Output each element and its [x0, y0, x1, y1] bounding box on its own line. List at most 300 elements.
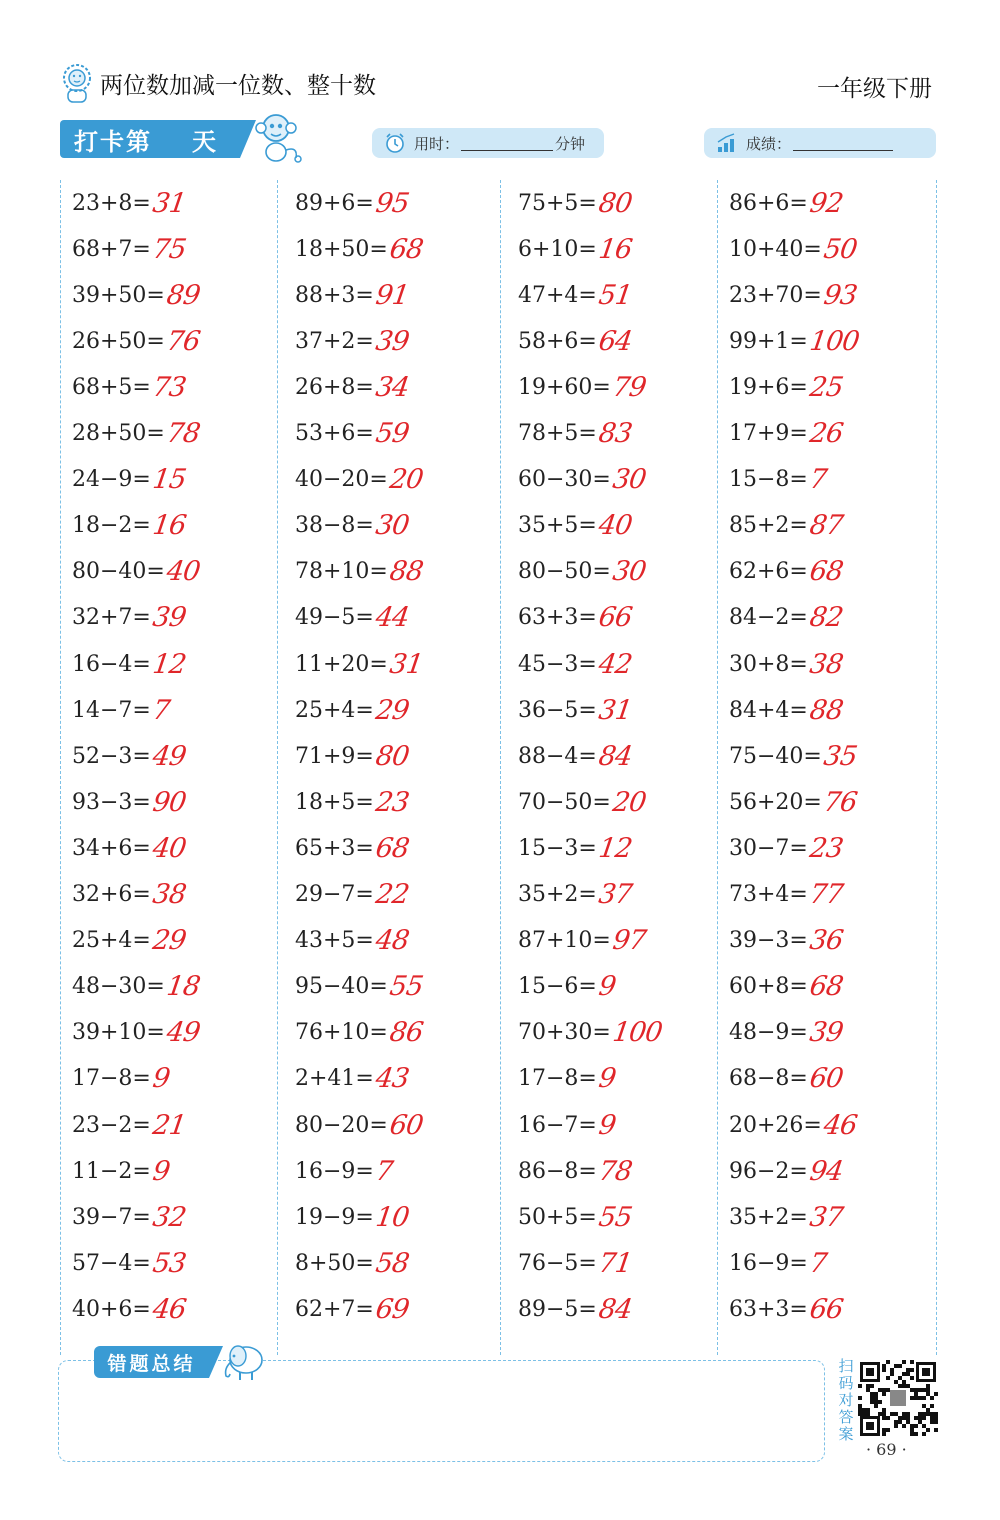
- handwritten-answer[interactable]: 93: [821, 279, 859, 311]
- handwritten-answer[interactable]: 60: [387, 1109, 425, 1141]
- handwritten-answer[interactable]: 76: [821, 786, 859, 818]
- handwritten-answer[interactable]: 37: [596, 879, 634, 910]
- page-number: · 69 ·: [866, 1440, 907, 1459]
- handwritten-answer[interactable]: 53: [150, 1247, 188, 1279]
- handwritten-answer[interactable]: 40: [596, 510, 634, 542]
- handwritten-answer[interactable]: 10: [373, 1201, 411, 1233]
- exercise-row: [518, 779, 648, 825]
- exercise-question: 15−8=: [729, 467, 808, 493]
- handwritten-answer[interactable]: 9: [150, 1063, 172, 1095]
- exercise-question: 15−3=: [518, 835, 597, 861]
- handwritten-answer[interactable]: 23: [373, 786, 411, 818]
- monkey-mascot-icon: [252, 110, 304, 166]
- exercise-question: 84+4=: [729, 697, 808, 723]
- exercise-question: 80−40=: [72, 559, 165, 585]
- exercise-row: [729, 1194, 845, 1240]
- exercise-question: 68+7=: [72, 236, 151, 262]
- exercise-row: [729, 872, 845, 918]
- handwritten-answer[interactable]: 42: [596, 648, 634, 680]
- handwritten-answer[interactable]: 60: [807, 1063, 845, 1095]
- time-label: 用时：: [414, 134, 460, 153]
- exercise-row: [729, 964, 845, 1010]
- exercise-question: 48−30=: [72, 974, 165, 1000]
- exercise-row: [518, 595, 634, 641]
- exercise-row: [72, 825, 188, 871]
- exercise-question: 70−50=: [518, 789, 611, 815]
- handwritten-answer[interactable]: 88: [807, 694, 845, 726]
- exercise-question: 35+2=: [729, 1204, 808, 1230]
- mistake-summary-label: 错题总结: [94, 1346, 209, 1378]
- handwritten-answer[interactable]: 78: [164, 418, 202, 449]
- exercise-question: 11+20=: [295, 651, 388, 677]
- exercise-row: [295, 1010, 425, 1056]
- grade-label: 一年级下册: [817, 76, 932, 102]
- exercise-question: 38−8=: [295, 513, 374, 539]
- handwritten-answer[interactable]: 23: [807, 832, 845, 864]
- handwritten-answer[interactable]: 88: [387, 556, 425, 588]
- qr-code-icon[interactable]: [858, 1360, 938, 1438]
- handwritten-answer[interactable]: 9: [596, 971, 618, 1003]
- handwritten-answer[interactable]: 59: [373, 418, 411, 449]
- handwritten-answer[interactable]: 95: [373, 187, 411, 219]
- handwritten-answer[interactable]: 37: [807, 1201, 845, 1233]
- handwritten-answer[interactable]: 84: [596, 1293, 634, 1325]
- handwritten-answer[interactable]: 75: [150, 233, 188, 265]
- exercise-row: [72, 364, 188, 410]
- handwritten-answer[interactable]: 49: [164, 1017, 202, 1049]
- exercise-row: [295, 226, 425, 272]
- handwritten-answer[interactable]: 83: [596, 418, 634, 449]
- exercise-question: 23+70=: [729, 282, 822, 308]
- handwritten-answer[interactable]: 49: [150, 740, 188, 772]
- exercise-row: [729, 226, 859, 272]
- exercise-row: [72, 733, 188, 779]
- exercise-row: [295, 1056, 411, 1102]
- handwritten-answer[interactable]: 9: [596, 1109, 618, 1141]
- exercise-question: 76+10=: [295, 1020, 388, 1046]
- exercise-question: 87+10=: [518, 928, 611, 954]
- handwritten-answer[interactable]: 80: [373, 740, 411, 772]
- exercise-row: [729, 318, 861, 364]
- exercise-row: [72, 272, 202, 318]
- exercise-question: 34+6=: [72, 835, 151, 861]
- handwritten-answer[interactable]: 86: [387, 1017, 425, 1049]
- handwritten-answer[interactable]: 12: [150, 648, 188, 680]
- handwritten-answer[interactable]: 15: [150, 464, 188, 496]
- handwritten-answer[interactable]: 66: [807, 1293, 845, 1325]
- handwritten-answer[interactable]: 68: [807, 556, 845, 588]
- handwritten-answer[interactable]: 39: [807, 1017, 845, 1049]
- handwritten-answer[interactable]: 16: [596, 233, 634, 265]
- exercise-row: [518, 1010, 664, 1056]
- exercise-question: 39+50=: [72, 282, 165, 308]
- exercise-question: 23+8=: [72, 190, 151, 216]
- exercise-question: 78+10=: [295, 559, 388, 585]
- exercise-question: 40−20=: [295, 467, 388, 493]
- handwritten-answer[interactable]: 55: [387, 971, 425, 1003]
- exercise-row: [72, 226, 188, 272]
- exercise-question: 35+2=: [518, 882, 597, 907]
- exercise-question: 95−40=: [295, 974, 388, 1000]
- handwritten-answer[interactable]: 34: [373, 371, 411, 403]
- exercise-question: 16−9=: [295, 1158, 374, 1184]
- exercise-row: [72, 1194, 188, 1240]
- exercise-row: [518, 411, 634, 457]
- exercise-question: 18+5=: [295, 789, 374, 815]
- exercise-row: [729, 1286, 845, 1332]
- score-field[interactable]: [704, 128, 936, 158]
- exercise-question: 56+20=: [729, 789, 822, 815]
- handwritten-answer[interactable]: 36: [807, 925, 845, 957]
- exercise-row: [72, 457, 188, 503]
- exercise-question: 75−40=: [729, 743, 822, 769]
- handwritten-answer[interactable]: 97: [610, 925, 648, 957]
- exercise-row: [729, 595, 845, 641]
- handwritten-answer[interactable]: 30: [610, 556, 648, 588]
- handwritten-answer[interactable]: 68: [387, 233, 425, 265]
- handwritten-answer[interactable]: 35: [821, 740, 859, 772]
- exercise-row: [729, 733, 859, 779]
- exercise-question: 28+50=: [72, 421, 165, 446]
- exercise-question: 68+5=: [72, 374, 151, 400]
- exercise-question: 17−8=: [72, 1066, 151, 1092]
- exercise-question: 2+41=: [295, 1066, 374, 1092]
- exercise-row: [72, 1240, 188, 1286]
- exercise-question: 18−2=: [72, 513, 151, 539]
- exercise-question: 75+5=: [518, 190, 597, 216]
- exercise-row: [518, 549, 648, 595]
- exercise-question: 17+9=: [729, 421, 808, 446]
- exercise-row: [295, 503, 411, 549]
- exercise-row: [72, 1010, 202, 1056]
- exercise-question: 63+3=: [729, 1296, 808, 1322]
- exercise-row: [72, 411, 202, 457]
- handwritten-answer[interactable]: 51: [596, 279, 634, 311]
- exercise-row: [729, 1148, 845, 1194]
- exercise-row: [729, 457, 829, 503]
- exercise-row: [295, 918, 411, 964]
- exercise-row: [518, 226, 634, 272]
- exercise-question: 25+4=: [295, 697, 374, 723]
- handwritten-answer[interactable]: 12: [596, 832, 634, 864]
- handwritten-answer[interactable]: 40: [164, 556, 202, 588]
- exercise-question: 62+6=: [729, 559, 808, 585]
- exercise-row: [729, 411, 845, 457]
- exercise-question: 52−3=: [72, 743, 151, 769]
- exercise-row: [729, 1102, 859, 1148]
- handwritten-answer[interactable]: 29: [150, 925, 188, 957]
- exercise-row: [729, 1010, 845, 1056]
- handwritten-answer[interactable]: 50: [821, 233, 859, 265]
- time-blank[interactable]: [461, 136, 553, 151]
- exercise-question: 40+6=: [72, 1296, 151, 1322]
- exercise-row: [729, 180, 845, 226]
- exercise-question: 35+5=: [518, 513, 597, 539]
- elephant-mascot-icon: [218, 1338, 268, 1382]
- exercise-question: 65+3=: [295, 835, 374, 861]
- handwritten-answer[interactable]: 18: [164, 971, 202, 1003]
- handwritten-answer[interactable]: 40: [150, 832, 188, 864]
- bar-chart-icon: [716, 132, 738, 154]
- handwritten-answer[interactable]: 79: [610, 371, 648, 403]
- column-divider: [936, 180, 937, 1355]
- exercise-question: 30−7=: [729, 835, 808, 861]
- exercise-question: 19−9=: [295, 1204, 374, 1230]
- exercise-row: [518, 180, 634, 226]
- exercise-question: 58+6=: [518, 328, 597, 354]
- exercise-question: 78+5=: [518, 421, 597, 446]
- alarm-clock-icon: [384, 132, 406, 154]
- exercise-question: 89+6=: [295, 190, 374, 216]
- handwritten-answer[interactable]: 43: [373, 1063, 411, 1095]
- exercise-question: 85+2=: [729, 513, 808, 539]
- exercise-row: [518, 964, 618, 1010]
- exercise-row: [295, 825, 411, 871]
- handwritten-answer[interactable]: 16: [150, 510, 188, 542]
- handwritten-answer[interactable]: 78: [596, 1155, 634, 1187]
- exercise-question: 36−5=: [518, 697, 597, 723]
- handwritten-answer[interactable]: 69: [373, 1293, 411, 1325]
- handwritten-answer[interactable]: 68: [373, 832, 411, 864]
- exercise-question: 30+8=: [729, 651, 808, 677]
- exercise-question: 70+30=: [518, 1020, 611, 1046]
- exercise-row: [295, 641, 425, 687]
- handwritten-answer[interactable]: 94: [807, 1155, 845, 1187]
- exercise-row: [295, 779, 411, 825]
- handwritten-answer[interactable]: 66: [596, 602, 634, 634]
- handwritten-answer[interactable]: 87: [807, 510, 845, 542]
- exercise-question: 17−8=: [518, 1066, 597, 1092]
- time-field[interactable]: [372, 128, 604, 158]
- exercise-row: [72, 549, 202, 595]
- handwritten-answer[interactable]: 71: [596, 1247, 634, 1279]
- exercise-row: [518, 503, 634, 549]
- handwritten-answer[interactable]: 7: [373, 1155, 395, 1187]
- exercise-question: 16−7=: [518, 1112, 597, 1138]
- handwritten-answer[interactable]: 9: [150, 1155, 172, 1187]
- exercise-row: [729, 272, 859, 318]
- exercise-question: 89−5=: [518, 1296, 597, 1322]
- handwritten-answer[interactable]: 100: [807, 325, 861, 357]
- handwritten-answer[interactable]: 84: [596, 740, 634, 772]
- handwritten-answer[interactable]: 77: [807, 879, 845, 910]
- handwritten-answer[interactable]: 31: [596, 694, 634, 726]
- exercise-question: 39+10=: [72, 1020, 165, 1046]
- exercise-row: [729, 825, 845, 871]
- exercise-row: [518, 457, 648, 503]
- handwritten-answer[interactable]: 7: [807, 464, 829, 496]
- handwritten-answer[interactable]: 55: [596, 1201, 634, 1233]
- exercise-question: 25+4=: [72, 928, 151, 954]
- handwritten-answer[interactable]: 39: [373, 325, 411, 357]
- exercise-question: 26+8=: [295, 374, 374, 400]
- exercise-row: [729, 918, 845, 964]
- exercise-question: 39−7=: [72, 1204, 151, 1230]
- exercise-row: [295, 1286, 411, 1332]
- exercise-grid: [60, 180, 937, 1355]
- title-bar: [60, 62, 376, 104]
- exercise-row: [295, 272, 411, 318]
- handwritten-answer[interactable]: 91: [373, 279, 411, 311]
- scan-for-answers-label: 扫码对答案: [838, 1357, 854, 1443]
- exercise-row: [518, 272, 634, 318]
- handwritten-answer[interactable]: 31: [150, 187, 188, 219]
- handwritten-answer[interactable]: 80: [596, 187, 634, 219]
- handwritten-answer[interactable]: 73: [150, 371, 188, 403]
- exercise-question: 60−30=: [518, 467, 611, 493]
- handwritten-answer[interactable]: 7: [150, 694, 172, 726]
- exercise-question: 16−9=: [729, 1250, 808, 1276]
- exercise-row: [72, 1148, 172, 1194]
- exercise-row: [518, 1056, 618, 1102]
- exercise-row: [72, 318, 202, 364]
- handwritten-answer[interactable]: 82: [807, 602, 845, 634]
- exercise-question: 26+50=: [72, 328, 165, 354]
- handwritten-answer[interactable]: 22: [373, 879, 411, 910]
- exercise-row: [295, 411, 411, 457]
- exercise-row: [729, 1056, 845, 1102]
- exercise-row: [295, 1240, 411, 1286]
- handwritten-answer[interactable]: 26: [807, 418, 845, 449]
- exercise-question: 57−4=: [72, 1250, 151, 1276]
- exercise-row: [729, 641, 845, 687]
- column-divider: [500, 180, 501, 1355]
- exercise-row: [518, 1286, 634, 1332]
- exercise-question: 45−3=: [518, 651, 597, 677]
- exercise-question: 60+8=: [729, 974, 808, 1000]
- exercise-question: 86−8=: [518, 1158, 597, 1184]
- handwritten-answer[interactable]: 31: [387, 648, 425, 680]
- exercise-question: 20+26=: [729, 1112, 822, 1138]
- exercise-question: 80−50=: [518, 559, 611, 585]
- exercise-question: 10+40=: [729, 236, 822, 262]
- handwritten-answer[interactable]: 9: [596, 1063, 618, 1095]
- exercise-question: 14−7=: [72, 697, 151, 723]
- exercise-question: 80−20=: [295, 1112, 388, 1138]
- exercise-question: 50+5=: [518, 1204, 597, 1230]
- handwritten-answer[interactable]: 39: [150, 602, 188, 634]
- exercise-question: 8+50=: [295, 1250, 374, 1276]
- exercise-question: 88+3=: [295, 282, 374, 308]
- exercise-row: [518, 733, 634, 779]
- handwritten-answer[interactable]: 68: [807, 971, 845, 1003]
- exercise-row: [295, 872, 411, 918]
- exercise-row: [518, 825, 634, 871]
- exercise-row: [729, 503, 845, 549]
- score-blank[interactable]: [793, 136, 893, 151]
- exercise-question: 15−6=: [518, 974, 597, 1000]
- exercise-row: [72, 1056, 172, 1102]
- exercise-question: 48−9=: [729, 1020, 808, 1046]
- exercise-row: [518, 364, 648, 410]
- exercise-row: [729, 1240, 829, 1286]
- exercise-question: 24−9=: [72, 467, 151, 493]
- exercise-row: [295, 318, 411, 364]
- score-label: 成绩：: [746, 134, 792, 153]
- handwritten-answer[interactable]: 29: [373, 694, 411, 726]
- exercise-question: 11−2=: [72, 1158, 151, 1184]
- handwritten-answer[interactable]: 64: [596, 325, 634, 357]
- column-divider: [717, 180, 718, 1355]
- exercise-question: 23−2=: [72, 1112, 151, 1138]
- handwritten-answer[interactable]: 44: [373, 602, 411, 634]
- handwritten-answer[interactable]: 30: [610, 464, 648, 496]
- exercise-row: [295, 180, 411, 226]
- exercise-question: 32+7=: [72, 605, 151, 631]
- handwritten-answer[interactable]: 38: [807, 648, 845, 680]
- handwritten-answer[interactable]: 21: [150, 1109, 188, 1141]
- handwritten-answer[interactable]: 30: [373, 510, 411, 542]
- checkin-suffix: 天: [192, 127, 218, 156]
- exercise-question: 62+7=: [295, 1296, 374, 1322]
- exercise-question: 32+6=: [72, 882, 151, 907]
- handwritten-answer[interactable]: 90: [150, 786, 188, 818]
- handwritten-answer[interactable]: 48: [373, 925, 411, 957]
- page-title: 两位数加减一位数、整十数: [100, 72, 376, 99]
- handwritten-answer[interactable]: 7: [807, 1247, 829, 1279]
- exercise-row: [518, 641, 634, 687]
- exercise-row: [72, 687, 172, 733]
- exercise-question: 29−7=: [295, 882, 374, 907]
- exercise-row: [72, 641, 188, 687]
- exercise-question: 93−3=: [72, 789, 151, 815]
- handwritten-answer[interactable]: 58: [373, 1247, 411, 1279]
- lion-mascot-icon: [60, 62, 94, 104]
- exercise-row: [72, 1286, 188, 1332]
- exercise-row: [295, 687, 411, 733]
- checkin-prefix: 打卡第: [74, 127, 152, 156]
- exercise-question: 84−2=: [729, 605, 808, 631]
- column-divider: [60, 180, 61, 1355]
- exercise-row: [295, 1148, 395, 1194]
- exercise-row: [295, 549, 425, 595]
- handwritten-answer[interactable]: 46: [821, 1109, 859, 1141]
- handwritten-answer[interactable]: 20: [387, 464, 425, 496]
- exercise-row: [518, 1240, 634, 1286]
- exercise-row: [518, 687, 634, 733]
- handwritten-answer[interactable]: 46: [150, 1293, 188, 1325]
- time-unit: 分钟: [555, 134, 586, 153]
- exercise-row: [72, 595, 188, 641]
- exercise-row: [72, 918, 188, 964]
- exercise-question: 76−5=: [518, 1250, 597, 1276]
- exercise-question: 43+5=: [295, 928, 374, 954]
- handwritten-answer[interactable]: 100: [610, 1017, 664, 1049]
- exercise-question: 73+4=: [729, 882, 808, 907]
- checkin-banner: [60, 120, 240, 158]
- handwritten-answer[interactable]: 25: [807, 371, 845, 403]
- handwritten-answer[interactable]: 89: [164, 279, 202, 311]
- handwritten-answer[interactable]: 38: [150, 879, 188, 910]
- exercise-row: [72, 1102, 188, 1148]
- exercise-row: [295, 1102, 425, 1148]
- exercise-row: [518, 1102, 618, 1148]
- handwritten-answer[interactable]: 76: [164, 325, 202, 357]
- exercise-question: 71+9=: [295, 743, 374, 769]
- exercise-question: 47+4=: [518, 282, 597, 308]
- exercise-row: [518, 318, 634, 364]
- exercise-row: [518, 1148, 634, 1194]
- handwritten-answer[interactable]: 32: [150, 1201, 188, 1233]
- handwritten-answer[interactable]: 92: [807, 187, 845, 219]
- exercise-row: [729, 364, 845, 410]
- column-divider: [277, 180, 278, 1355]
- exercise-question: 99+1=: [729, 328, 808, 354]
- exercise-question: 37+2=: [295, 328, 374, 354]
- exercise-row: [72, 779, 188, 825]
- handwritten-answer[interactable]: 20: [610, 786, 648, 818]
- exercise-row: [72, 964, 202, 1010]
